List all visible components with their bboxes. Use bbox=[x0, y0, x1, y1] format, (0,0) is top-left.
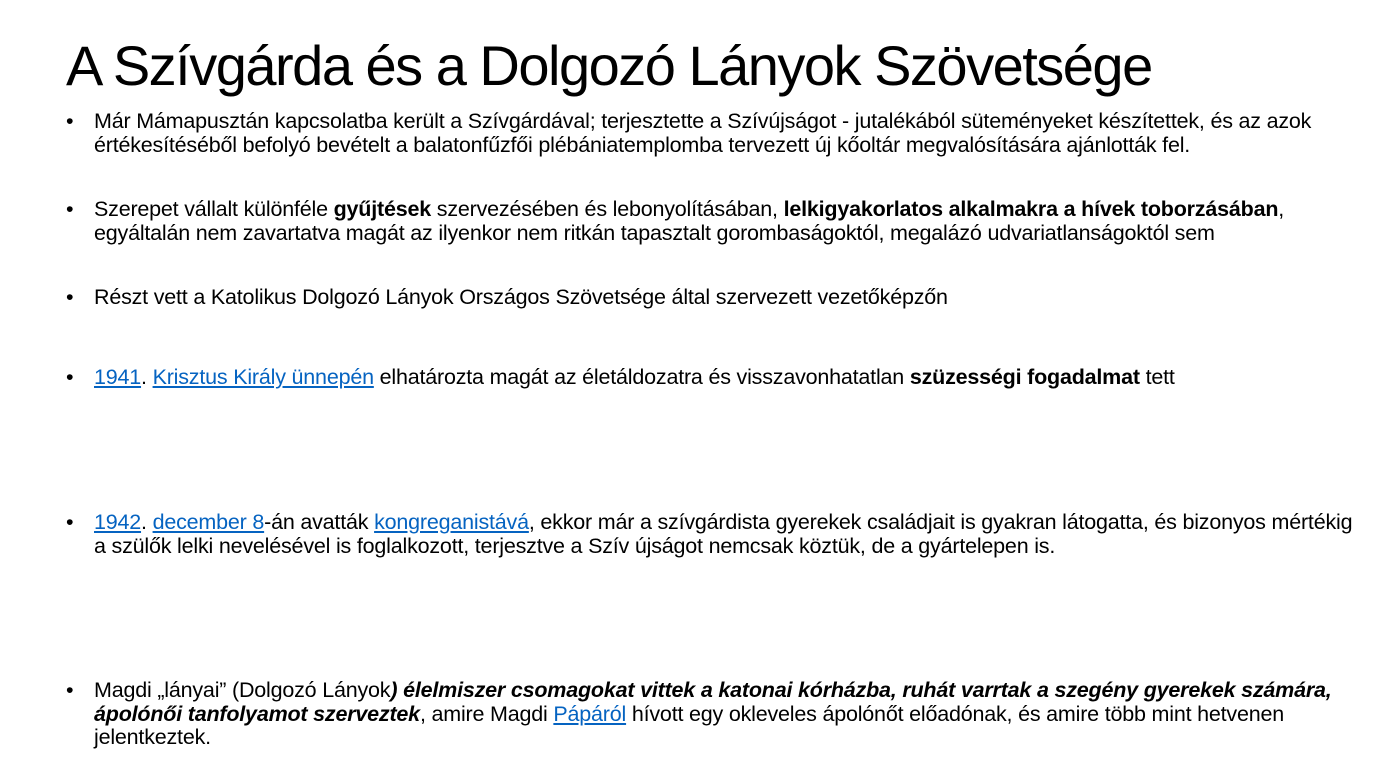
text-run: elhatározta magát az életáldozatra és visszavonhatatlan bbox=[373, 365, 910, 389]
bullet-item-5 bbox=[66, 511, 1362, 558]
text-run: , ekkor már a szívgárdista gyerekek családjait is gyakran látogatta, és bizonyos mértékig a szülők lelki nevelésével is foglalkozott, terjesztve a Szív újságot nemcsak köztük, de a gyártelepen is. bbox=[94, 510, 1353, 558]
text-run: -án avatták bbox=[264, 510, 375, 534]
link-1941[interactable]: 1941 bbox=[94, 365, 142, 389]
link-krisztus-kiraly-unnepen[interactable]: Krisztus Király ünnepén bbox=[152, 365, 374, 389]
text-run: hívott egy okleveles ápolónőt előadónak, és amire több mint hetvenen jelentkeztek. bbox=[94, 701, 1284, 749]
bold-text-run: gyűjtések bbox=[333, 197, 431, 221]
text-run: , egyáltalán nem zavartatva magát az ilyenkor nem ritkán tapasztalt gorombaságoktól, megalázó udvariatlanságoktól sem bbox=[94, 197, 1285, 245]
text-run: szervezésében és lebonyolításában, bbox=[431, 197, 784, 221]
link-1942[interactable]: 1942 bbox=[94, 510, 142, 534]
bullet-item-1 bbox=[66, 110, 1362, 157]
bullet-text bbox=[94, 366, 1362, 390]
slide-title: A Szívgárda és a Dolgozó Lányok Szövetsége bbox=[66, 34, 1152, 97]
bullet-dot: • bbox=[66, 678, 74, 702]
bullet-dot: • bbox=[66, 285, 74, 309]
bullet-dot: • bbox=[66, 109, 74, 133]
link-december-8[interactable]: december 8 bbox=[152, 510, 265, 534]
bullet-text bbox=[94, 511, 1362, 558]
link-paparol[interactable]: Pápáról bbox=[553, 701, 627, 726]
bullet-text bbox=[94, 286, 1362, 310]
text-run: Már Mámapusztán kapcsolatba került a Szívgárdával; terjesztette a Szívújságot - jutalékából süteményeket készítettek, és az azok értékesítéséből befolyó bevételt a balatonfűzfői plébániatemplomba tervezett új kőoltár megvalósítására ajánlották fel. bbox=[94, 109, 1312, 157]
text-run: , amire Magdi bbox=[419, 701, 554, 726]
text-run: Szerepet vállalt különféle bbox=[94, 197, 334, 221]
bold-text-run: szüzességi fogadalmat bbox=[909, 365, 1140, 389]
text-run: tett bbox=[1139, 365, 1175, 389]
bullet-item-6 bbox=[66, 679, 1362, 750]
bullet-item-3 bbox=[66, 286, 1362, 310]
bold-text-run: lelkigyakorlatos alkalmakra a hívek toborzásában bbox=[783, 197, 1279, 221]
bullet-text bbox=[94, 110, 1362, 157]
bullet-dot: • bbox=[66, 510, 74, 534]
bullet-text bbox=[94, 679, 1362, 750]
bullet-text bbox=[94, 198, 1362, 245]
text-run: Részt vett a Katolikus Dolgozó Lányok Országos Szövetsége által szervezett vezetőképzőn bbox=[94, 285, 948, 309]
bullet-dot: • bbox=[66, 365, 74, 389]
bullet-dot: • bbox=[66, 197, 74, 221]
text-run: Magdi „lányai” (Dolgozó Lányok bbox=[94, 678, 391, 702]
bold-italic-text-run: ) élelmiszer csomagokat vittek a katonai kórházba, ruhát varrtak a szegény gyerekek számára, ápolónői tanfolyamot szerveztek bbox=[94, 678, 1332, 726]
text-run: . bbox=[141, 510, 153, 534]
link-kongreganistava[interactable]: kongreganistává bbox=[374, 510, 529, 534]
bullet-item-4 bbox=[66, 366, 1362, 390]
text-run: . bbox=[141, 365, 153, 389]
bullet-item-2 bbox=[66, 198, 1362, 245]
